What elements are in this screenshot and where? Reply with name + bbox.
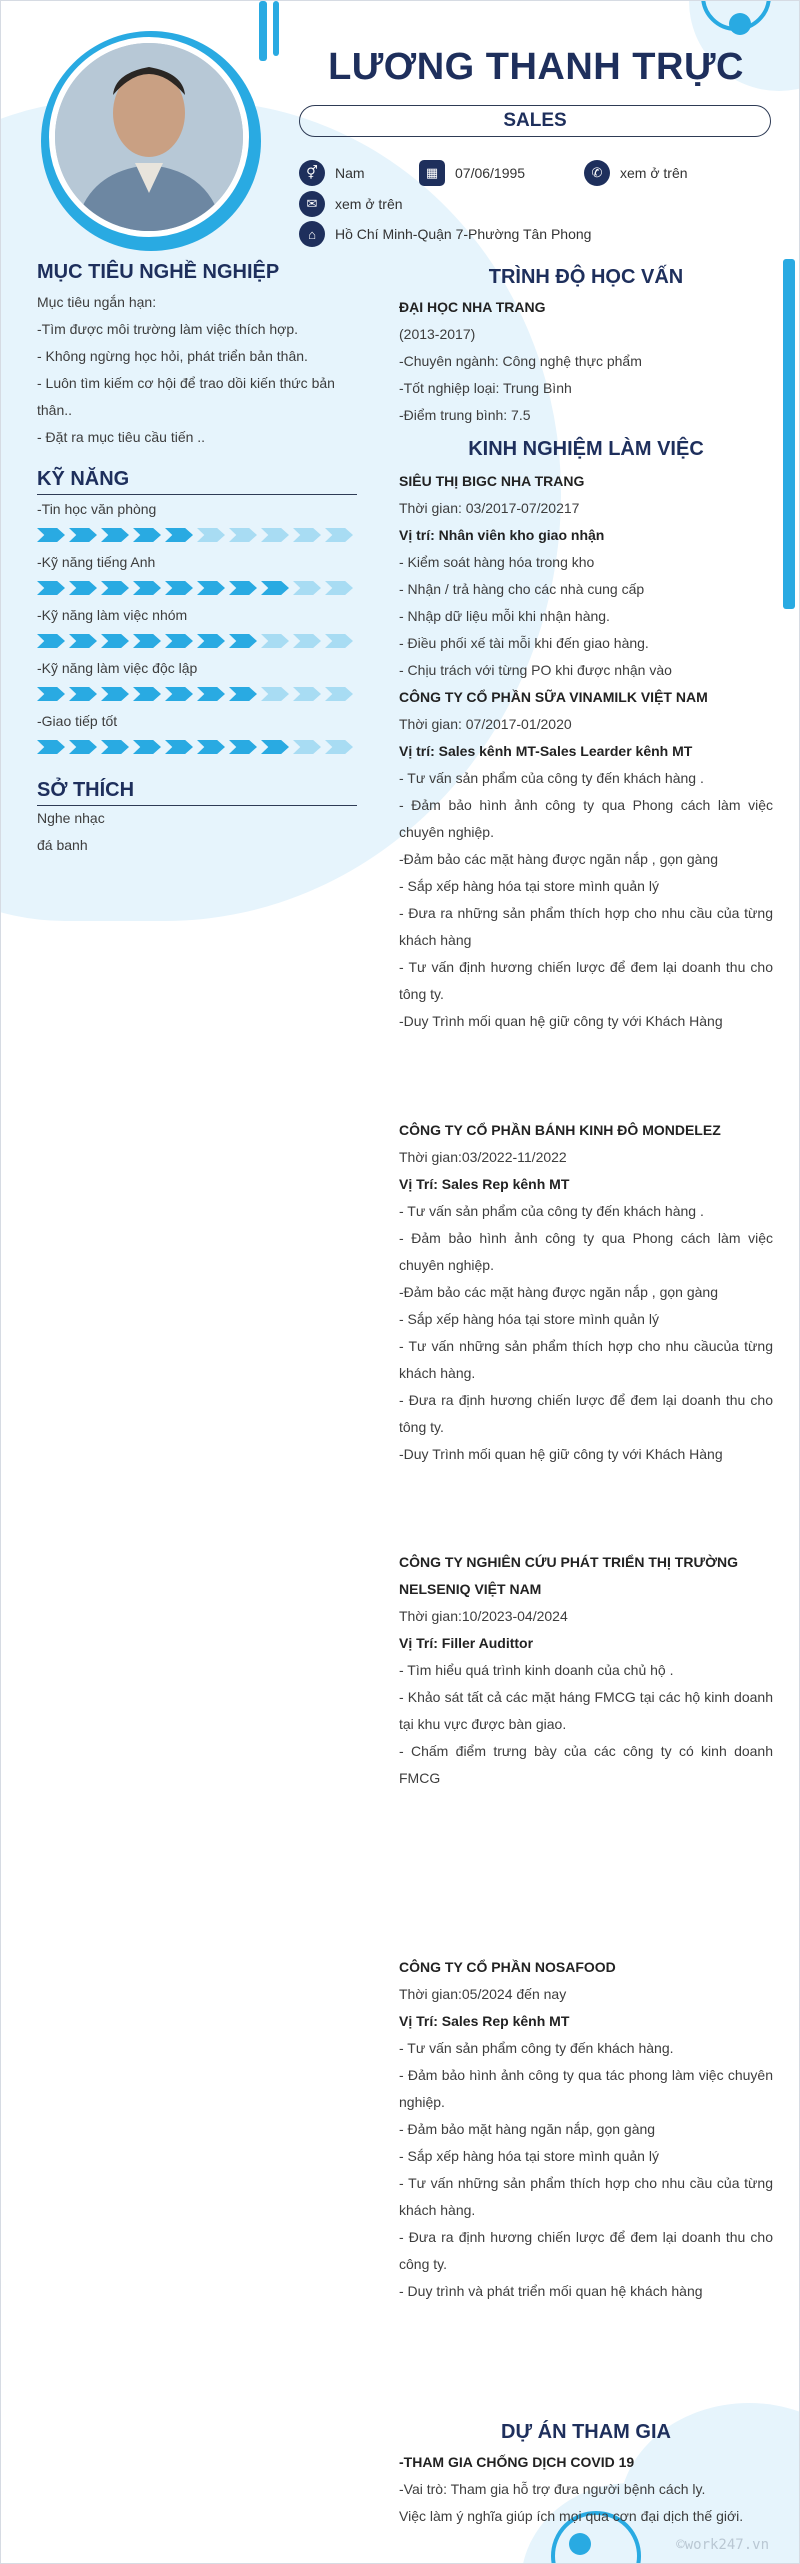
rating-chevron-icon bbox=[197, 528, 225, 542]
rating-chevron-icon bbox=[293, 687, 321, 701]
gender-row bbox=[299, 160, 365, 186]
skill-rating-bar bbox=[37, 634, 357, 650]
email-row bbox=[299, 191, 403, 217]
job-time: Thời gian:03/2022-11/2022 bbox=[399, 1149, 567, 1165]
job-role: Vị trí: Nhân viên kho giao nhận bbox=[399, 527, 605, 543]
rating-chevron-icon bbox=[325, 740, 353, 754]
skill-name: -Kỹ năng làm việc độc lập bbox=[37, 660, 198, 676]
rating-chevron-icon bbox=[325, 687, 353, 701]
job-task: - Sắp xếp hàng hóa tại store mình quản lý bbox=[399, 2148, 659, 2164]
rating-chevron-icon bbox=[197, 687, 225, 701]
job-task: - Nhận / trả hàng cho các nhà cung cấp bbox=[399, 581, 645, 597]
job-task: - Đưa ra định hương chiến lược để đem lại doanh thu cho công ty. bbox=[399, 2229, 773, 2272]
rating-chevron-icon bbox=[325, 528, 353, 542]
rating-chevron-icon bbox=[261, 634, 289, 648]
decor-dot bbox=[569, 2533, 591, 2555]
company-name: CÔNG TY NGHIÊN CỨU PHÁT TRIỂN THỊ TRƯỜNG NELSENIQ VIỆT NAM bbox=[399, 1554, 739, 1597]
rating-chevron-icon bbox=[261, 581, 289, 595]
job-task: - Đảm bảo mặt hàng ngăn nắp, gọn gàng bbox=[399, 2121, 656, 2137]
job-time: Thời gian:10/2023-04/2024 bbox=[399, 1608, 568, 1624]
rating-chevron-icon bbox=[229, 634, 257, 648]
skill-name: -Tin học văn phòng bbox=[37, 501, 157, 517]
job-task: - Duy trình và phát triển mối quan hệ khách hàng bbox=[399, 2283, 703, 2299]
objective-title: MỤC TIÊU NGHỀ NGHIỆP bbox=[37, 261, 280, 283]
skill-rating-bar bbox=[37, 740, 357, 756]
skill-rating-bar bbox=[37, 528, 357, 544]
section-divider bbox=[37, 494, 357, 495]
rating-chevron-icon bbox=[165, 528, 193, 542]
watermark: ©work247.vn bbox=[676, 2537, 769, 2553]
job-task: - Chịu trách với từng PO khi được nhận vào bbox=[399, 662, 672, 678]
location-icon: ⌂ bbox=[299, 221, 325, 247]
rating-chevron-icon bbox=[37, 634, 65, 648]
phone-icon: ✆ bbox=[584, 160, 610, 186]
rating-chevron-icon bbox=[229, 581, 257, 595]
rating-chevron-icon bbox=[229, 740, 257, 754]
rating-chevron-icon bbox=[133, 740, 161, 754]
rating-chevron-icon bbox=[261, 740, 289, 754]
rating-chevron-icon bbox=[229, 687, 257, 701]
rating-chevron-icon bbox=[101, 634, 129, 648]
decor-bar bbox=[783, 259, 795, 609]
objective-line: - Đặt ra mục tiêu cầu tiến .. bbox=[37, 429, 206, 445]
company-name: CÔNG TY CỔ PHẦN SỮA VINAMILK VIỆT NAM bbox=[399, 689, 708, 705]
school-period: (2013-2017) bbox=[399, 326, 476, 342]
job-task: -Duy Trình mối quan hệ giữ công ty với Khách Hàng bbox=[399, 1013, 723, 1029]
rating-chevron-icon bbox=[293, 740, 321, 754]
rating-chevron-icon bbox=[293, 634, 321, 648]
job-role: Vị Trí: Sales Rep kênh MT bbox=[399, 1176, 570, 1192]
job-task: - Đảm bảo hình ảnh công ty qua tác phong làm việc chuyên nghiệp. bbox=[399, 2067, 773, 2110]
rating-chevron-icon bbox=[229, 528, 257, 542]
job-time: Thời gian:05/2024 đến nay bbox=[399, 1986, 567, 2002]
job-task: - Nhập dữ liệu mỗi khi nhận hàng. bbox=[399, 608, 610, 624]
job-task: -Đảm bảo các mặt hàng được ngăn nắp , gọn gàng bbox=[399, 1284, 718, 1300]
rating-chevron-icon bbox=[101, 740, 129, 754]
rating-chevron-icon bbox=[37, 740, 65, 754]
rating-chevron-icon bbox=[165, 634, 193, 648]
rating-chevron-icon bbox=[101, 687, 129, 701]
phone-row bbox=[584, 160, 688, 186]
rating-chevron-icon bbox=[133, 634, 161, 648]
email-icon: ✉ bbox=[299, 191, 325, 217]
job-task: - Tư vấn định hương chiến lược để đem lại doanh thu cho tông ty. bbox=[399, 959, 773, 1002]
job-task: - Điều phối xế tài mỗi khi đến giao hàng. bbox=[399, 635, 649, 651]
rating-chevron-icon bbox=[69, 740, 97, 754]
rating-chevron-icon bbox=[325, 581, 353, 595]
phone-value: xem ở trên bbox=[620, 165, 688, 181]
job-task: - Tư vấn sản phẩm của công ty đến khách hàng . bbox=[399, 1203, 704, 1219]
gender-value: Nam bbox=[335, 165, 365, 181]
calendar-icon: ▦ bbox=[419, 160, 445, 186]
job-task: - Tư vấn những sản phẩm thích hợp cho nhu cầu của từng khách hàng. bbox=[399, 2175, 773, 2218]
decor-bar bbox=[273, 1, 279, 56]
education-title: TRÌNH ĐỘ HỌC VẤN bbox=[488, 266, 684, 288]
birthday-value: 07/06/1995 bbox=[455, 165, 526, 181]
job-task: - Đưa ra những sản phẩm thích hợp cho nhu cầu của từng khách hàng bbox=[399, 905, 773, 948]
job-task: - Tư vấn những sản phẩm thích hợp cho nhu cầucủa từng khách hàng. bbox=[399, 1338, 773, 1381]
job-task: -Duy Trình mối quan hệ giữ công ty với Khách Hàng bbox=[399, 1446, 723, 1462]
rating-chevron-icon bbox=[69, 528, 97, 542]
school-name: ĐẠI HỌC NHA TRANG bbox=[399, 299, 546, 315]
skill-name: -Kỹ năng làm việc nhóm bbox=[37, 607, 188, 623]
job-role: Vị Trí: Filler Audittor bbox=[399, 1635, 534, 1651]
candidate-name: LƯƠNG THANH TRỰC bbox=[328, 46, 744, 88]
rating-chevron-icon bbox=[101, 581, 129, 595]
job-role: Vị trí: Sales kênh MT-Sales Learder kênh MT bbox=[399, 743, 693, 759]
rating-chevron-icon bbox=[37, 581, 65, 595]
rating-chevron-icon bbox=[69, 687, 97, 701]
job-task: -Đảm bảo các mặt hàng được ngăn nắp , gọn gàng bbox=[399, 851, 718, 867]
rating-chevron-icon bbox=[101, 528, 129, 542]
rating-chevron-icon bbox=[325, 634, 353, 648]
rating-chevron-icon bbox=[133, 581, 161, 595]
rating-chevron-icon bbox=[293, 528, 321, 542]
rating-chevron-icon bbox=[133, 687, 161, 701]
email-value: xem ở trên bbox=[335, 196, 403, 212]
education-line: -Tốt nghiệp loại: Trung Bình bbox=[399, 380, 572, 396]
rating-chevron-icon bbox=[197, 581, 225, 595]
rating-chevron-icon bbox=[37, 528, 65, 542]
rating-chevron-icon bbox=[37, 687, 65, 701]
hobby-item: đá banh bbox=[37, 837, 88, 853]
skill-name: -Kỹ năng tiếng Anh bbox=[37, 554, 156, 570]
position-badge: SALES bbox=[299, 105, 771, 137]
job-task: - Chấm điểm trưng bày của các công ty có kinh doanh FMCG bbox=[399, 1743, 773, 1786]
job-time: Thời gian: 07/2017-01/2020 bbox=[399, 716, 572, 732]
project-line: -Vai trò: Tham gia hỗ trợ đưa người bệnh cách ly. bbox=[399, 2481, 706, 2497]
job-task: - Đảm bảo hình ảnh công ty qua Phong cách làm việc chuyên nghiệp. bbox=[399, 1230, 773, 1273]
rating-chevron-icon bbox=[165, 740, 193, 754]
address-value: Hồ Chí Minh-Quận 7-Phường Tân Phong bbox=[335, 226, 592, 242]
objective-line: -Tìm được môi trường làm việc thích hợp. bbox=[37, 321, 299, 337]
rating-chevron-icon bbox=[197, 740, 225, 754]
experience-title: KINH NGHIỆM LÀM VIỆC bbox=[468, 438, 704, 460]
rating-chevron-icon bbox=[69, 634, 97, 648]
hobbies-title: SỞ THÍCH bbox=[37, 779, 135, 801]
job-task: - Đảm bảo hình ảnh công ty qua Phong cách làm việc chuyên nghiệp. bbox=[399, 797, 773, 840]
skills-title: KỸ NĂNG bbox=[37, 468, 130, 490]
job-task: - Khảo sát tất cả các mặt háng FMCG tại các hộ kinh doanh tại khu vực được bàn giao. bbox=[399, 1689, 773, 1732]
job-time: Thời gian: 03/2017-07/20217 bbox=[399, 500, 580, 516]
job-task: - Đưa ra định hương chiến lược để đem lại doanh thu cho tông ty. bbox=[399, 1392, 773, 1435]
skill-rating-bar bbox=[37, 687, 357, 703]
job-role: Vị Trí: Sales Rep kênh MT bbox=[399, 2013, 570, 2029]
hobby-item: Nghe nhạc bbox=[37, 810, 105, 826]
project-line: Việc làm ý nghĩa giúp ích mọi qua cơn đại dịch thế giới. bbox=[399, 2508, 744, 2524]
rating-chevron-icon bbox=[165, 581, 193, 595]
rating-chevron-icon bbox=[69, 581, 97, 595]
job-task: - Tư vấn sản phẩm công ty đến khách hàng. bbox=[399, 2040, 674, 2056]
rating-chevron-icon bbox=[293, 581, 321, 595]
objective-line: - Không ngừng học hỏi, phát triển bản thân. bbox=[37, 348, 308, 364]
objective-line: - Luôn tìm kiếm cơ hội để trao dồi kiến thức bản thân.. bbox=[37, 375, 335, 418]
address-row bbox=[299, 221, 591, 247]
job-task: - Sắp xếp hàng hóa tại store mình quản lý bbox=[399, 878, 659, 894]
avatar-frame bbox=[41, 31, 261, 251]
education-line: -Điểm trung bình: 7.5 bbox=[399, 407, 531, 423]
avatar-portrait-icon bbox=[55, 43, 243, 231]
avatar bbox=[49, 37, 249, 237]
job-task: - Tìm hiểu quá trình kinh doanh của chủ hộ . bbox=[399, 1662, 674, 1678]
skill-rating-bar bbox=[37, 581, 357, 597]
job-task: - Kiểm soát hàng hóa trong kho bbox=[399, 554, 595, 570]
rating-chevron-icon bbox=[197, 634, 225, 648]
company-name: SIÊU THỊ BIGC NHA TRANG bbox=[399, 473, 585, 489]
rating-chevron-icon bbox=[133, 528, 161, 542]
birthday-row bbox=[419, 160, 525, 186]
skill-name: -Giao tiếp tốt bbox=[37, 713, 118, 729]
company-name: CÔNG TY CỔ PHẦN BÁNH KINH ĐÔ MONDELEZ bbox=[399, 1122, 721, 1138]
decor-bar bbox=[259, 1, 267, 61]
rating-chevron-icon bbox=[261, 528, 289, 542]
education-line: -Chuyên ngành: Công nghệ thực phẩm bbox=[399, 353, 642, 369]
job-task: - Tư vấn sản phẩm của công ty đến khách hàng . bbox=[399, 770, 704, 786]
objective-line: Mục tiêu ngắn hạn: bbox=[37, 294, 157, 310]
rating-chevron-icon bbox=[165, 687, 193, 701]
project-name: -THAM GIA CHỐNG DỊCH COVID 19 bbox=[399, 2454, 635, 2470]
company-name: CÔNG TY CỔ PHẦN NOSAFOOD bbox=[399, 1959, 616, 1975]
decor-dot bbox=[729, 13, 751, 35]
job-task: - Sắp xếp hàng hóa tại store mình quản lý bbox=[399, 1311, 659, 1327]
rating-chevron-icon bbox=[261, 687, 289, 701]
gender-icon: ⚥ bbox=[299, 160, 325, 186]
projects-title: DỰ ÁN THAM GIA bbox=[501, 2421, 671, 2443]
